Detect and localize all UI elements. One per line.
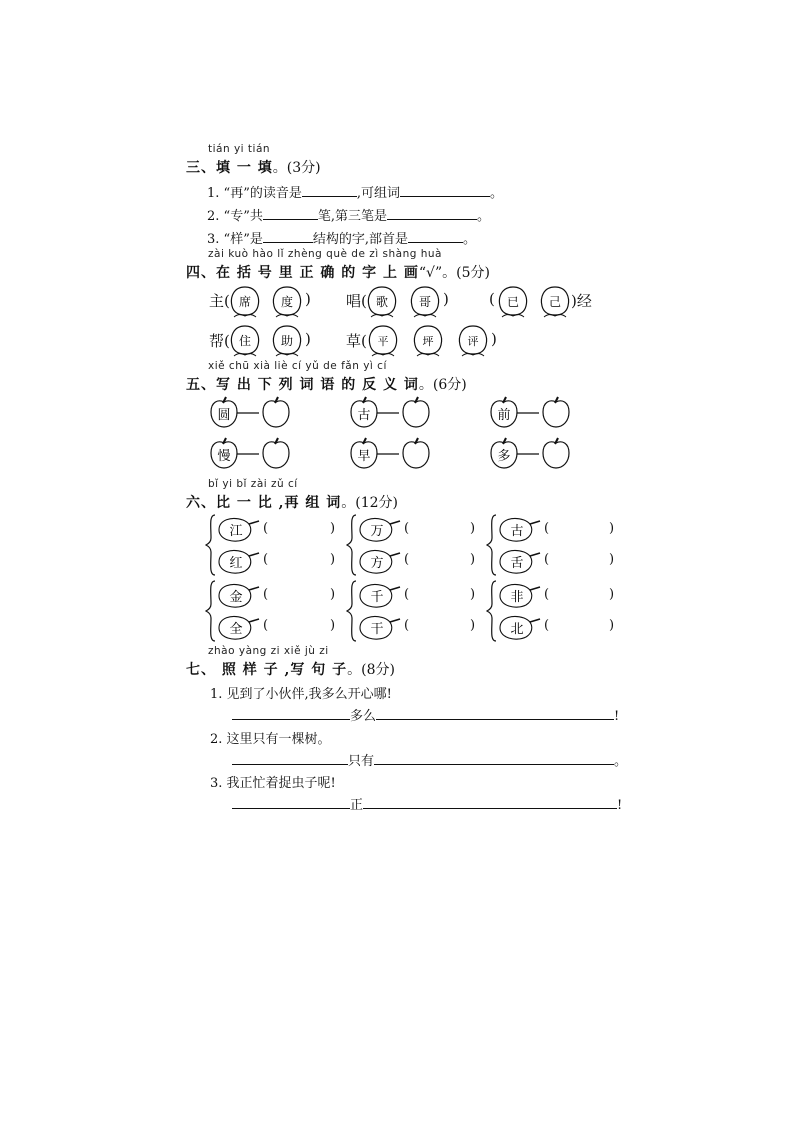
s7-heading xyxy=(186,659,395,679)
s4-group-2-prefix: 唱( xyxy=(346,292,367,310)
end-punct: ! xyxy=(617,798,623,813)
s4-group-2-suffix: ) xyxy=(443,290,449,308)
option-char: 坪 xyxy=(422,335,434,348)
peach-option[interactable] xyxy=(228,284,262,320)
example-sentence: 这里只有一棵树。 xyxy=(226,732,331,747)
s4-heading xyxy=(186,262,490,282)
item-text: ,可组词 xyxy=(356,186,400,201)
peach-option[interactable] xyxy=(270,284,304,320)
option-char: 住 xyxy=(238,334,252,348)
answer-paren-close: ) xyxy=(330,587,336,602)
word-char: 早 xyxy=(357,449,371,464)
answer-blank[interactable] xyxy=(232,706,350,720)
s4-group-3-suffix: )经 xyxy=(571,292,592,310)
peach-option[interactable] xyxy=(365,284,399,320)
item-text: “再”的读音是 xyxy=(223,186,302,201)
brace xyxy=(206,515,215,575)
answer-apple[interactable] xyxy=(543,442,569,468)
item-number: 1. xyxy=(210,687,223,702)
answer-apple[interactable] xyxy=(403,442,429,468)
answer-blank[interactable] xyxy=(363,795,617,809)
compare-char: 万 xyxy=(370,524,384,539)
compare-pair xyxy=(205,578,265,644)
compare-char: 北 xyxy=(510,622,524,637)
s5-heading xyxy=(186,374,467,394)
item-number: 3. xyxy=(207,232,220,247)
answer-paren-close: ) xyxy=(470,587,476,602)
answer-paren-close: ) xyxy=(330,552,336,567)
end-punct: 。 xyxy=(614,754,628,769)
s7-answer-1 xyxy=(232,705,619,724)
answer-paren-close: ) xyxy=(330,521,336,536)
answer-apple[interactable] xyxy=(263,401,289,427)
key-word: 正 xyxy=(350,798,364,813)
compare-pair xyxy=(205,512,265,578)
answer-apple[interactable] xyxy=(403,401,429,427)
item-text: 。 xyxy=(462,232,476,247)
compare-char: 古 xyxy=(510,524,524,539)
apple-pair xyxy=(207,396,295,430)
s7-answer-3 xyxy=(232,794,622,813)
option-char: 评 xyxy=(467,335,479,348)
compare-pair xyxy=(346,578,406,644)
answer-paren[interactable]: ( xyxy=(263,618,269,633)
compare-char: 舌 xyxy=(510,556,524,571)
answer-paren-close: ) xyxy=(330,618,336,633)
s3-score: 。(3分) xyxy=(272,160,321,176)
answer-blank[interactable] xyxy=(376,706,614,720)
peach-option[interactable] xyxy=(228,323,262,359)
option-char: 助 xyxy=(280,334,294,348)
brace xyxy=(487,581,496,641)
compare-char: 千 xyxy=(370,590,384,605)
peach-option[interactable] xyxy=(456,323,490,359)
answer-paren[interactable]: ( xyxy=(404,521,410,536)
answer-paren[interactable]: ( xyxy=(263,521,269,536)
s3-title: 三、填 一 填 xyxy=(186,160,273,176)
compare-char: 干 xyxy=(370,622,384,637)
s7-answer-2 xyxy=(232,750,627,769)
word-char: 前 xyxy=(497,408,511,423)
answer-apple[interactable] xyxy=(263,442,289,468)
s7-example-1 xyxy=(210,683,392,702)
s4-pinyin: zài kuò hào lǐ zhèng què de zì shàng huà xyxy=(208,248,442,260)
answer-paren-close: ) xyxy=(609,618,615,633)
option-char: 己 xyxy=(548,295,562,309)
item-text: “专”共 xyxy=(223,209,263,224)
answer-apple[interactable] xyxy=(543,401,569,427)
item-number: 2. xyxy=(210,732,223,747)
compare-char: 江 xyxy=(229,524,243,539)
item-text: “样”是 xyxy=(223,232,263,247)
answer-blank[interactable] xyxy=(232,795,350,809)
s3-pinyin: tián yi tián xyxy=(208,143,271,155)
answer-paren-close: ) xyxy=(470,552,476,567)
s7-title: 七、 照 样 子 ,写 句 子 xyxy=(186,662,348,678)
apple-pair xyxy=(207,437,295,471)
s7-example-2 xyxy=(210,728,331,747)
peach-option[interactable] xyxy=(411,323,445,359)
option-char: 席 xyxy=(238,295,252,309)
word-char: 古 xyxy=(357,408,371,423)
apple-pair xyxy=(347,396,435,430)
answer-paren-close: ) xyxy=(609,521,615,536)
answer-blank[interactable] xyxy=(400,183,490,197)
s6-score: 。(12分) xyxy=(341,495,398,511)
apple-pair xyxy=(487,396,575,430)
answer-paren-close: ) xyxy=(609,587,615,602)
compare-char: 金 xyxy=(229,590,243,605)
item-text: 结构的字,部首是 xyxy=(312,232,408,247)
option-char: 哥 xyxy=(418,295,432,309)
compare-pair xyxy=(346,512,406,578)
brace xyxy=(347,515,356,575)
s5-score: 。(6分) xyxy=(418,377,467,393)
apple-pair xyxy=(487,437,575,471)
item-text: 笔,第三笔是 xyxy=(317,209,387,224)
end-punct: ! xyxy=(614,709,620,724)
option-char: 已 xyxy=(506,295,520,309)
answer-blank[interactable] xyxy=(232,751,348,765)
peach-option[interactable] xyxy=(538,284,572,320)
answer-paren[interactable]: ( xyxy=(544,587,550,602)
key-word: 多么 xyxy=(350,709,377,724)
s3-heading xyxy=(186,157,321,177)
apple-pair xyxy=(347,437,435,471)
answer-paren[interactable]: ( xyxy=(404,618,410,633)
answer-blank[interactable] xyxy=(374,751,614,765)
word-char: 慢 xyxy=(217,449,231,464)
compare-char: 方 xyxy=(370,556,384,571)
answer-blank[interactable] xyxy=(263,229,313,243)
s4-score: (5分) xyxy=(456,265,490,281)
answer-paren-close: ) xyxy=(470,521,476,536)
answer-paren[interactable]: ( xyxy=(544,618,550,633)
s4-tick: “√”。 xyxy=(418,265,457,281)
answer-blank[interactable] xyxy=(387,206,477,220)
s4-group-1-prefix: 主( xyxy=(209,292,230,310)
s5-title: 五、写 出 下 列 词 语 的 反 义 词 xyxy=(186,377,419,393)
option-char: 度 xyxy=(280,295,294,309)
answer-paren[interactable]: ( xyxy=(263,552,269,567)
s7-pinyin: zhào yàng zi xiě jù zi xyxy=(208,645,329,657)
compare-char: 全 xyxy=(229,622,243,637)
s4-group-4-prefix: 帮( xyxy=(209,332,230,350)
example-sentence: 见到了小伙伴,我多么开心哪! xyxy=(226,687,392,702)
peach-option[interactable] xyxy=(496,284,530,320)
brace xyxy=(206,581,215,641)
item-number: 2. xyxy=(207,209,220,224)
s4-title: 四、在 括 号 里 正 确 的 字 上 画 xyxy=(186,265,419,281)
s4-group-1-suffix: ) xyxy=(305,290,311,308)
s4-group-5-suffix: ) xyxy=(491,330,497,348)
s5-pinyin: xiě chū xià liè cí yǔ de fǎn yì cí xyxy=(208,360,387,372)
brace xyxy=(487,515,496,575)
s4-group-3-prefix: ( xyxy=(489,290,495,308)
answer-blank[interactable] xyxy=(408,229,463,243)
brace xyxy=(347,581,356,641)
s7-score: 。(8分) xyxy=(347,662,395,678)
s3-item-1 xyxy=(207,182,503,201)
answer-paren[interactable]: ( xyxy=(404,552,410,567)
compare-char: 非 xyxy=(510,590,524,605)
example-sentence: 我正忙着捉虫子呢! xyxy=(226,776,336,791)
answer-paren[interactable]: ( xyxy=(404,587,410,602)
word-char: 圆 xyxy=(217,408,231,423)
word-char: 多 xyxy=(497,449,511,464)
answer-paren[interactable]: ( xyxy=(544,521,550,536)
answer-paren-close: ) xyxy=(609,552,615,567)
s6-pinyin: bǐ yi bǐ zài zǔ cí xyxy=(208,478,298,490)
s3-item-2 xyxy=(207,205,490,224)
compare-pair xyxy=(486,512,546,578)
option-char: 平 xyxy=(377,335,389,348)
answer-paren[interactable]: ( xyxy=(544,552,550,567)
item-number: 1. xyxy=(207,186,220,201)
s4-group-5-prefix: 草( xyxy=(346,332,367,350)
peach-option[interactable] xyxy=(270,323,304,359)
peach-option[interactable] xyxy=(366,323,400,359)
item-number: 3. xyxy=(210,776,223,791)
s3-item-3 xyxy=(207,228,476,247)
answer-blank[interactable] xyxy=(302,183,357,197)
s6-title: 六、比 一 比 ,再 组 词 xyxy=(186,495,342,511)
s4-group-4-suffix: ) xyxy=(305,330,311,348)
option-char: 歌 xyxy=(375,295,389,309)
s7-example-3 xyxy=(210,772,336,791)
compare-char: 红 xyxy=(229,556,243,571)
s6-heading xyxy=(186,492,398,512)
item-text: 。 xyxy=(489,186,503,201)
answer-blank[interactable] xyxy=(263,206,318,220)
key-word: 只有 xyxy=(348,754,375,769)
item-text: 。 xyxy=(476,209,490,224)
peach-option[interactable] xyxy=(408,284,442,320)
answer-paren[interactable]: ( xyxy=(263,587,269,602)
answer-paren-close: ) xyxy=(470,618,476,633)
compare-pair xyxy=(486,578,546,644)
